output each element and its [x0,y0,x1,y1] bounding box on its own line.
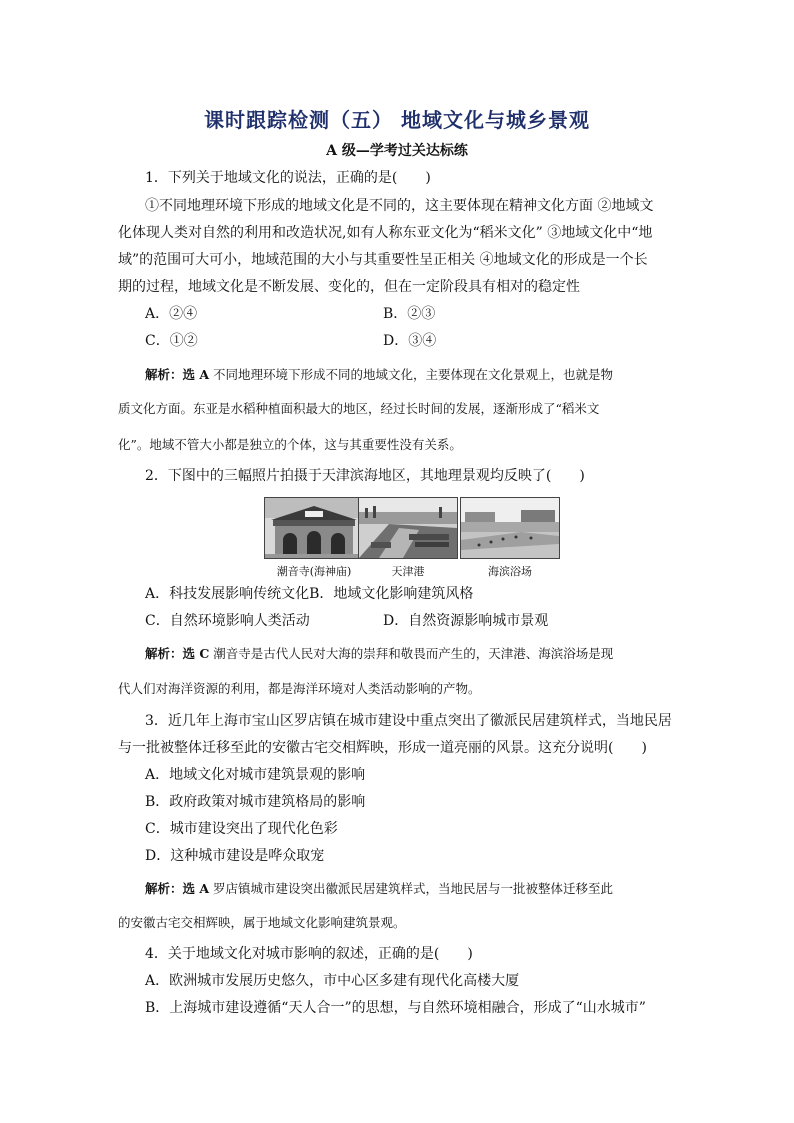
q2-option-a-b: A．科技发展影响传统文化B．地域文化影响建筑风格 [145,586,474,602]
q1-statement-line: 期的过程，地域文化是不断发展、变化的，但在一定阶段具有相对的稳定性 [118,279,580,295]
q4-stem: 4．关于地域文化对城市影响的叙述，正确的是( ) [145,946,473,962]
q3-option-a: A．地域文化对城市建筑景观的影响 [145,767,366,783]
page-title: 课时跟踪检测（五） 地域文化与城乡景观 [204,108,590,132]
q1-statement-line: 化体现人类对自然的利用和改造状况,如有人称东亚文化为“稻米文化” ③地域文化中“地 [118,225,653,241]
q1-solution-line: 质文化方面。东亚是水稻种植面积最大的地区，经过长时间的发展，逐渐形成了“稻米文 [118,401,600,416]
q2-solution-line: 代人们对海洋资源的利用，都是海洋环境对人类活动影响的产物。 [118,681,481,696]
section-subtitle: A 级—学考过关达标练 [326,143,468,159]
q1-option-d: D．③④ [383,333,437,349]
q2-stem: 2．下图中的三幅照片拍摄于天津滨海地区，其地理景观均反映了( ) [145,468,585,484]
solution-text: 不同地理环境下形成不同的地域文化，主要体现在文化景观上，也就是物 [209,367,614,382]
caption-temple: 潮音寺(海神庙) [276,565,352,578]
q4-option-a: A．欧洲城市发展历史悠久，市中心区多建有现代化高楼大厦 [145,973,520,989]
q1-statement-line: 域”的范围可大可小，地域范围的大小与其重要性呈正相关 ④地域文化的形成是一个长 [118,252,648,268]
q3-option-d: D．这种城市建设是哗众取宠 [145,848,325,864]
q1-solution-line: 化”。地域不管大小都是独立的个体，这与其重要性没有关系。 [118,437,462,452]
beach-photo [460,497,560,559]
q2-solution [145,645,705,663]
q3-solution-line: 的安徽古宅交相辉映，属于地域文化影响建筑景观。 [118,915,406,930]
q3-stem: 3．近几年上海市宝山区罗店镇在城市建设中重点突出了徽派民居建筑样式，当地民居 [145,713,672,729]
q1-stem: 1．下列关于地域文化的说法，正确的是( ) [145,170,431,186]
solution-text: 罗店镇城市建设突出徽派民居建筑样式，当地民居与一批被整体迁移至此 [209,881,614,896]
q1-option-a: A．②④ [145,306,198,322]
q1-option-c: C．①② [145,333,198,349]
port-photo [358,497,458,559]
q3-solution [145,880,705,898]
q3-option-c: C．城市建设突出了现代化色彩 [145,821,338,837]
q2-option-d: D．自然资源影响城市景观 [383,613,549,629]
q1-statement-line: ①不同地理环境下形成的地域文化是不同的，这主要体现在精神文化方面 ②地域文 [145,198,654,214]
q2-option-c: C．自然环境影响人类活动 [145,613,310,629]
q3-option-b: B．政府政策对城市建筑格局的影响 [145,794,366,810]
solution-label: 解析：选 C [145,646,210,661]
solution-label: 解析：选 A [145,881,210,896]
q4-option-b: B．上海城市建设遵循“天人合一”的思想，与自然环境相融合，形成了“山水城市” [145,1000,646,1016]
q3-stem-line: 与一批被整体迁移至此的安徽古宅交相辉映，形成一道亮丽的风景。这充分说明( ) [118,740,647,756]
caption-port: 天津港 [391,565,425,578]
caption-beach: 海滨浴场 [488,565,532,578]
temple-photo [264,497,364,559]
solution-label: 解析：选 A [145,367,210,382]
q1-solution [145,366,705,384]
solution-text: 潮音寺是古代人民对大海的崇拜和敬畏而产生的，天津港、海滨浴场是现 [209,646,614,661]
q1-option-b: B．②③ [383,306,436,322]
